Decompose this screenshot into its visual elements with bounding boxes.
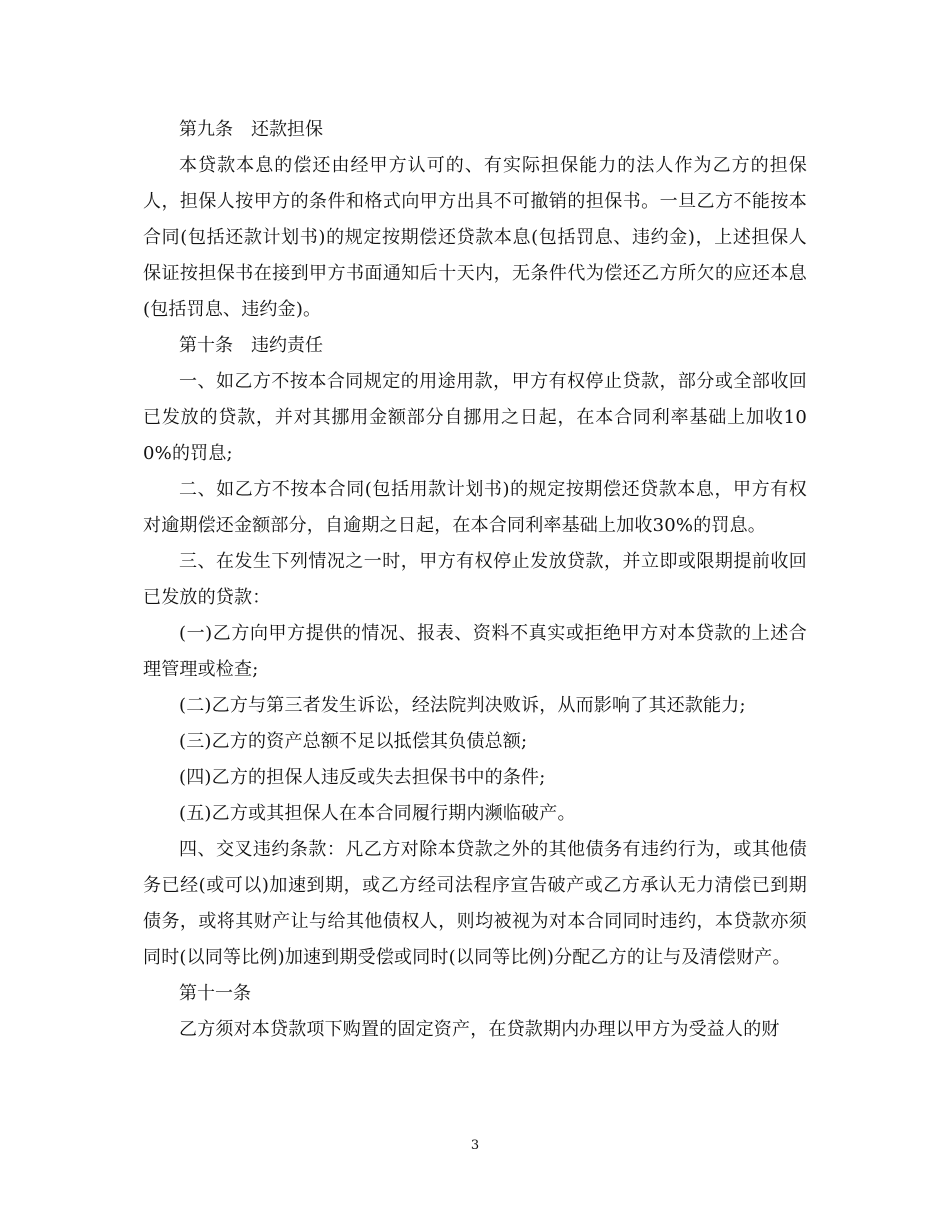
sub-clause-3: (三)乙方的资产总额不足以抵偿其负债总额; <box>179 731 528 752</box>
clause-4-paragraph: 四、交叉违约条款：凡乙方对除本贷款之外的其他债务有违约行为，或其他债务已经(或可以)加速到期，或乙方经司法程序宣告破产或乙方承认无力清偿已到期债务，或将其财产让与给其他债权人，则均被视为对本合同同时违约，本贷款亦须同时(以同等比例)加速到期受偿或同时(以同等比例)分配乙方的让与及清偿财产。 <box>143 839 807 968</box>
clause-1-paragraph: 一、如乙方不按本合同规定的用途用款，甲方有权停止贷款，部分或全部收回已发放的贷款，并对其挪用金额部分自挪用之日起，在本合同利率基础上加收100%的罚息; <box>143 371 807 464</box>
sub-clause-2: (二)乙方与第三者发生诉讼，经法院判决败诉，从而影响了其还款能力; <box>179 695 746 716</box>
clause-2-paragraph: 二、如乙方不按本合同(包括用款计划书)的规定按期偿还贷款本息，甲方有权对逾期偿还金额部分，自逾期之日起，在本合同利率基础上加收30%的罚息。 <box>143 479 807 536</box>
article-9-heading: 第九条 还款担保 <box>179 119 323 140</box>
sub-clause-1: (一)乙方向甲方提供的情况、报表、资料不真实或拒绝甲方对本贷款的上述合理管理或检查; <box>143 623 807 680</box>
article-11-heading: 第十一条 <box>179 983 251 1004</box>
article-11-paragraph: 乙方须对本贷款项下购置的固定资产，在贷款期内办理以甲方为受益人的财 <box>179 1019 780 1040</box>
sub-clause-5: (五)乙方或其担保人在本合同履行期内濒临破产。 <box>179 803 576 824</box>
clause-3-paragraph: 三、在发生下列情况之一时，甲方有权停止发放贷款，并立即或限期提前收回已发放的贷款： <box>143 551 807 608</box>
page-number: 3 <box>470 1138 480 1153</box>
article-10-heading: 第十条 违约责任 <box>179 335 323 356</box>
article-9-paragraph: 本贷款本息的偿还由经甲方认可的、有实际担保能力的法人作为乙方的担保人，担保人按甲方的条件和格式向甲方出具不可撤销的担保书。一旦乙方不能按本合同(包括还款计划书)的规定按期偿还贷款本息(包括罚息、违约金)，上述担保人保证按担保书在接到甲方书面通知后十天内，无条件代为偿还乙方所欠的应还本息(包括罚息、违约金)。 <box>143 155 807 320</box>
sub-clause-4: (四)乙方的担保人违反或失去担保书中的条件; <box>179 767 546 788</box>
document-body <box>143 112 807 1048</box>
